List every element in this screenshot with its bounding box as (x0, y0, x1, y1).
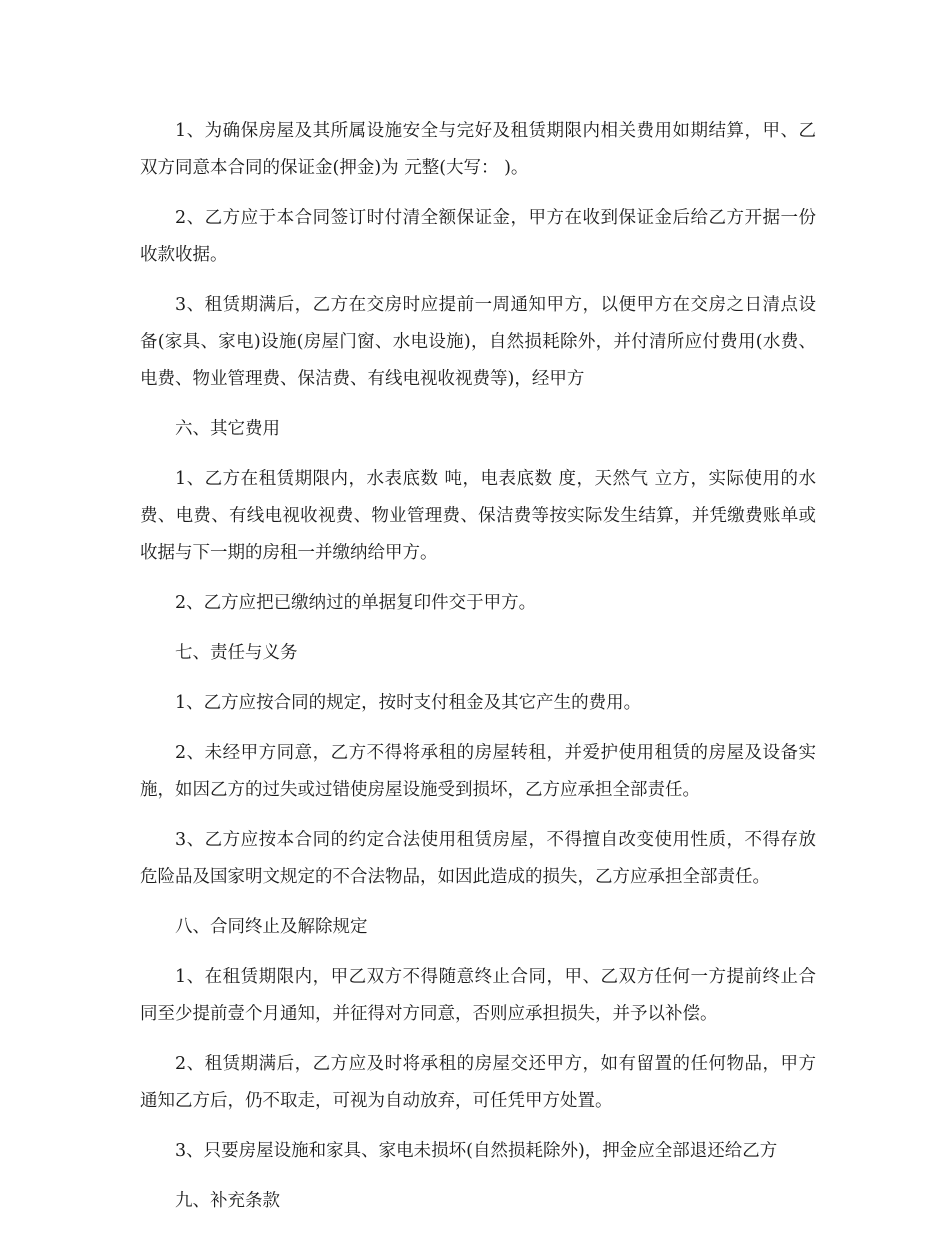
clause-return-property: 2、租赁期满后，乙方应及时将承租的房屋交还甲方，如有留置的任何物品，甲方通知乙方后，仍不取走，可视为自动放弃，可任凭甲方处置。 (140, 1054, 816, 1111)
clause-deposit-amount: 1、为确保房屋及其所属设施安全与完好及租赁期限内相关费用如期结算，甲、乙双方同意本合同的保证金(押金)为 元整(大写： )。 (140, 121, 816, 178)
clause-deposit-payment: 2、乙方应于本合同签订时付清全额保证金，甲方在收到保证金后给乙方开据一份收款收据。 (140, 208, 816, 265)
section-heading-termination: 八、合同终止及解除规定 (175, 917, 368, 937)
clause-pay-rent-on-time: 1、乙方应按合同的规定，按时支付租金及其它产生的费用。 (175, 693, 642, 713)
clause-receipt-copies: 2、乙方应把已缴纳过的单据复印件交于甲方。 (175, 593, 537, 613)
section-heading-supplementary: 九、补充条款 (175, 1191, 280, 1211)
section-heading-other-fees: 六、其它费用 (175, 419, 280, 439)
clause-lawful-use: 3、乙方应按本合同的约定合法使用租赁房屋，不得擅自改变使用性质，不得存放危险品及国家明文规定的不合法物品，如因此造成的损失，乙方应承担全部责任。 (140, 830, 816, 887)
clause-deposit-refund: 3、只要房屋设施和家具、家电未损坏(自然损耗除外)，押金应全部退还给乙方 (175, 1141, 778, 1161)
section-heading-responsibilities: 七、责任与义务 (175, 643, 298, 663)
clause-early-termination: 1、在租赁期限内，甲乙双方不得随意终止合同，甲、乙双方任何一方提前终止合同至少提前壹个月通知，并征得对方同意，否则应承担损失，并予以补偿。 (140, 967, 816, 1024)
clause-meter-readings: 1、乙方在租赁期限内，水表底数 吨，电表底数 度，天然气 立方，实际使用的水费、电费、有线电视收视费、物业管理费、保洁费等按实际发生结算，并凭缴费账单或收据与下一期的房租一并缴纳给甲方。 (140, 469, 816, 563)
clause-lease-end-handover: 3、租赁期满后，乙方在交房时应提前一周通知甲方，以便甲方在交房之日清点设备(家具、家电)设施(房屋门窗、水电设施)，自然损耗除外，并付清所应付费用(水费、电费、物业管理费、保洁费、有线电视收视费等)，经甲方 (140, 295, 816, 389)
clause-no-sublet: 2、未经甲方同意，乙方不得将承租的房屋转租，并爱护使用租赁的房屋及设备实施，如因乙方的过失或过错使房屋设施受到损坏，乙方应承担全部责任。 (140, 743, 816, 800)
document-body (140, 113, 816, 1233)
